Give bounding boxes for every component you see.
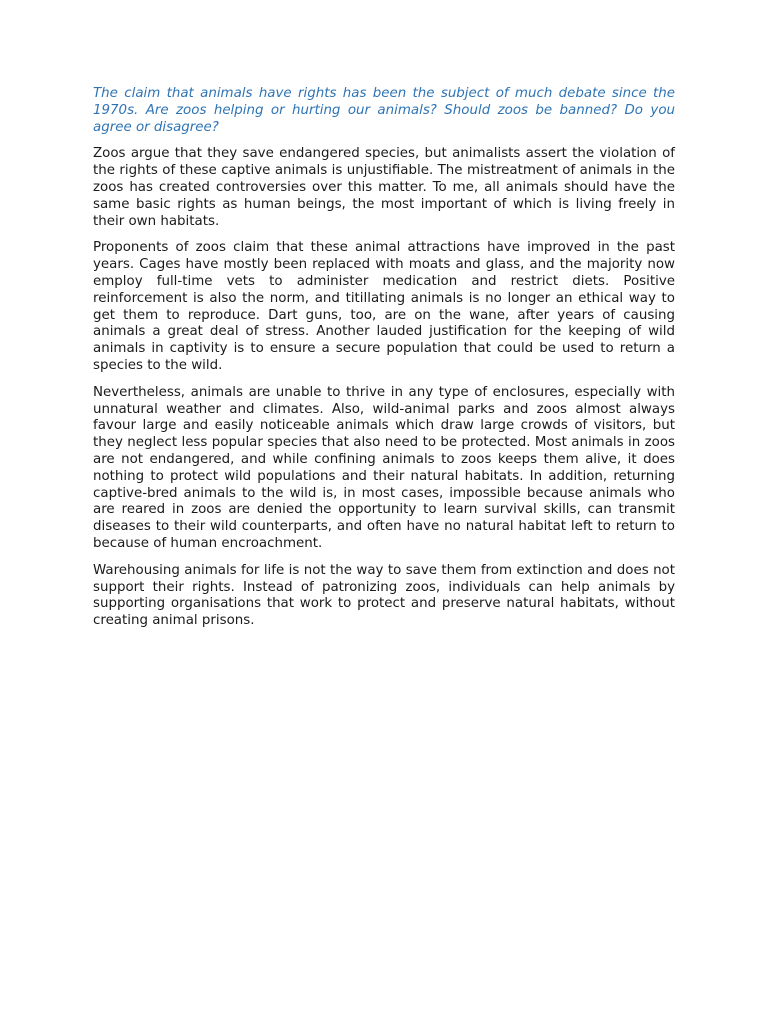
paragraph-introduction: Zoos argue that they save endangered species, but animalists assert the violation of the rights of these captive animals is unjustifiable. The mistreatment of animals in the zoos has created controversies over this matter. To me, all animals should have the same basic rights as human beings, the most important of which is living freely in their own habitats. — [93, 146, 675, 229]
document-body — [93, 86, 675, 640]
paragraph-conclusion: Warehousing animals for life is not the way to save them from extinction and does not support their rights. Instead of patronizing zoos, individuals can help animals by supporting organisations that work to protect and preserve natural habitats, without creating animal prisons. — [93, 562, 675, 629]
essay-prompt: The claim that animals have rights has been the subject of much debate since the 1970s. Are zoos helping or hurting our animals? Should zoos be banned? Do you agree or disagree? — [93, 86, 675, 135]
paragraph-counterargument: Nevertheless, animals are unable to thrive in any type of enclosures, especially with unnatural weather and climates. Also, wild-animal parks and zoos almost always favour large and easily noticeable animals which draw large crowds of visitors, but they neglect less popular species that also need to be protected. Most animals in zoos are not endangered, and while confining animals to zoos keeps them alive, it does nothing to protect wild populations and their natural habitats. In addition, returning captive-bred animals to the wild is, in most cases, impossible because animals who are reared in zoos are denied the opportunity to learn survival skills, can transmit diseases to their wild counterparts, and often have no natural habitat left to return to because of human encroachment. — [93, 384, 675, 551]
paragraph-proponents: Proponents of zoos claim that these animal attractions have improved in the past years. Cages have mostly been replaced with moats and glass, and the majority now employ full-time vets to administer medication and restrict diets. Positive reinforcement is also the norm, and titillating animals is no longer an ethical way to get them to reproduce. Dart guns, too, are on the wane, after years of causing animals a great deal of stress. Another lauded justification for the keeping of wild animals in captivity is to ensure a secure population that could be used to return a species to the wild. — [93, 240, 675, 373]
